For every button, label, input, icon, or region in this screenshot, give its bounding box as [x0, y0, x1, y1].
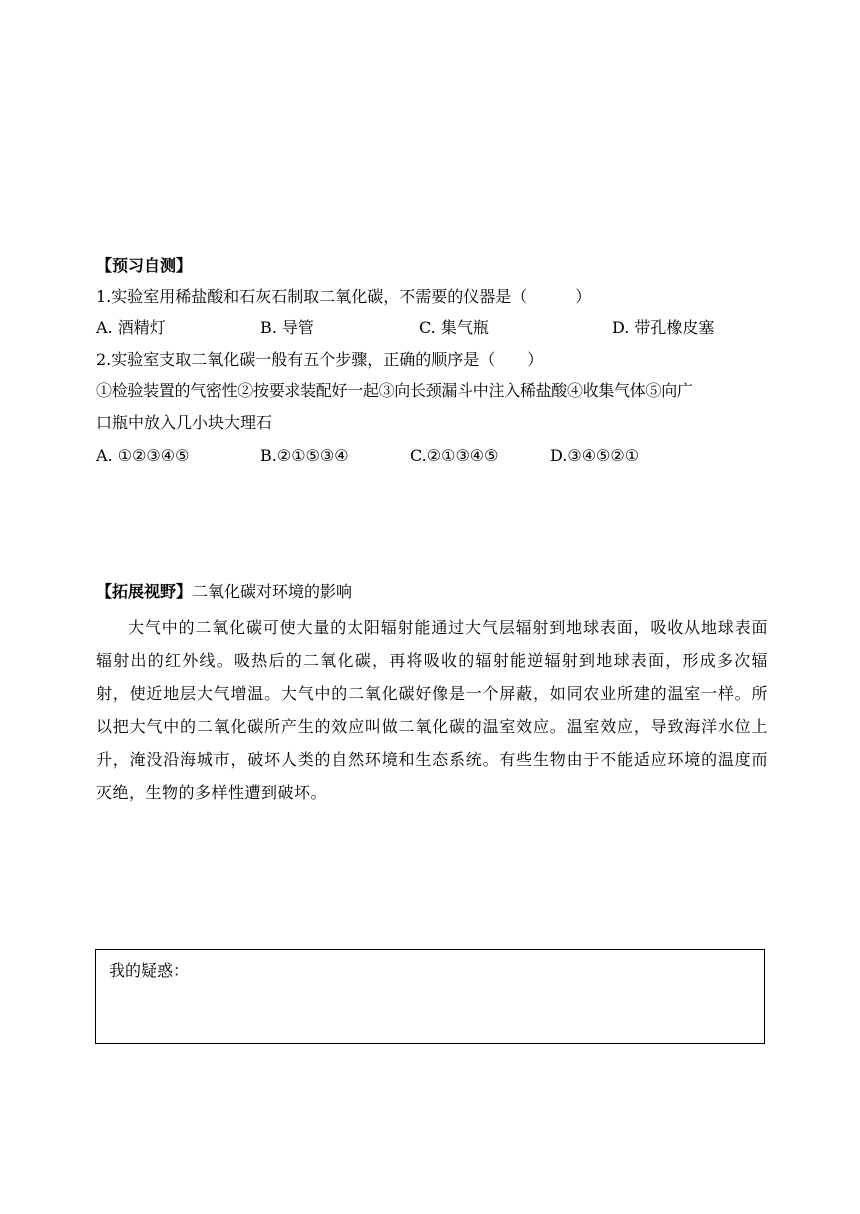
extension-paragraph: 大气中的二氧化碳可使大量的太阳辐射能通过大气层辐射到地球表面，吸收从地球表面辐射出的红外线。吸热后的二氧化碳，再将吸收的辐射能逆辐射到地球表面，形成多次辐射，使近地层大气增温。大气中的二氧化碳好像是一个屏蔽，如同农业所建的温室一样。所以把大气中的二氧化碳所产生的效应叫做二氧化碳的温室效应。温室效应，导致海洋水位上升，淹没沿海城市，破坏人类的自然环境和生态系统。有些生物由于不能适应环境的温度而灭绝，生物的多样性遭到破坏。	[96, 618, 768, 802]
question-1-option-a: A. 酒精灯	[96, 318, 166, 337]
question-2-stem: 2.实验室支取二氧化碳一般有五个步骤，正确的顺序是（ ）	[96, 350, 544, 369]
extension-heading	[96, 582, 352, 602]
question-2-option-c: C.②①③④⑤	[410, 446, 499, 465]
question-2-option-b: B.②①⑤③④	[260, 446, 349, 465]
question-1-option-b: B. 导管	[260, 318, 314, 337]
question-1-stem: 1.实验室用稀盐酸和石灰石制取二氧化碳，不需要的仪器是（ ）	[96, 287, 592, 306]
doubt-box	[95, 949, 765, 1044]
question-2-steps-line-2: 口瓶中放入几小块大理石	[96, 413, 273, 432]
question-1-option-d: D. 带孔橡皮塞	[612, 318, 715, 337]
extension-heading-title: 二氧化碳对环境的影响	[192, 582, 353, 601]
preview-heading: 【预习自测】	[96, 256, 193, 275]
question-2-option-a: A. ①②③④⑤	[96, 446, 190, 465]
doubt-label: 我的疑惑：	[109, 961, 190, 980]
question-1-option-c: C. 集气瓶	[419, 318, 489, 337]
question-2-option-d: D.③④⑤②①	[550, 446, 640, 465]
extension-heading-bracket: 【拓展视野】	[96, 582, 193, 601]
question-2-steps-line-1: ①检验装置的气密性②按要求装配好一起③向长颈漏斗中注入稀盐酸④收集气体⑤向广	[96, 381, 693, 400]
